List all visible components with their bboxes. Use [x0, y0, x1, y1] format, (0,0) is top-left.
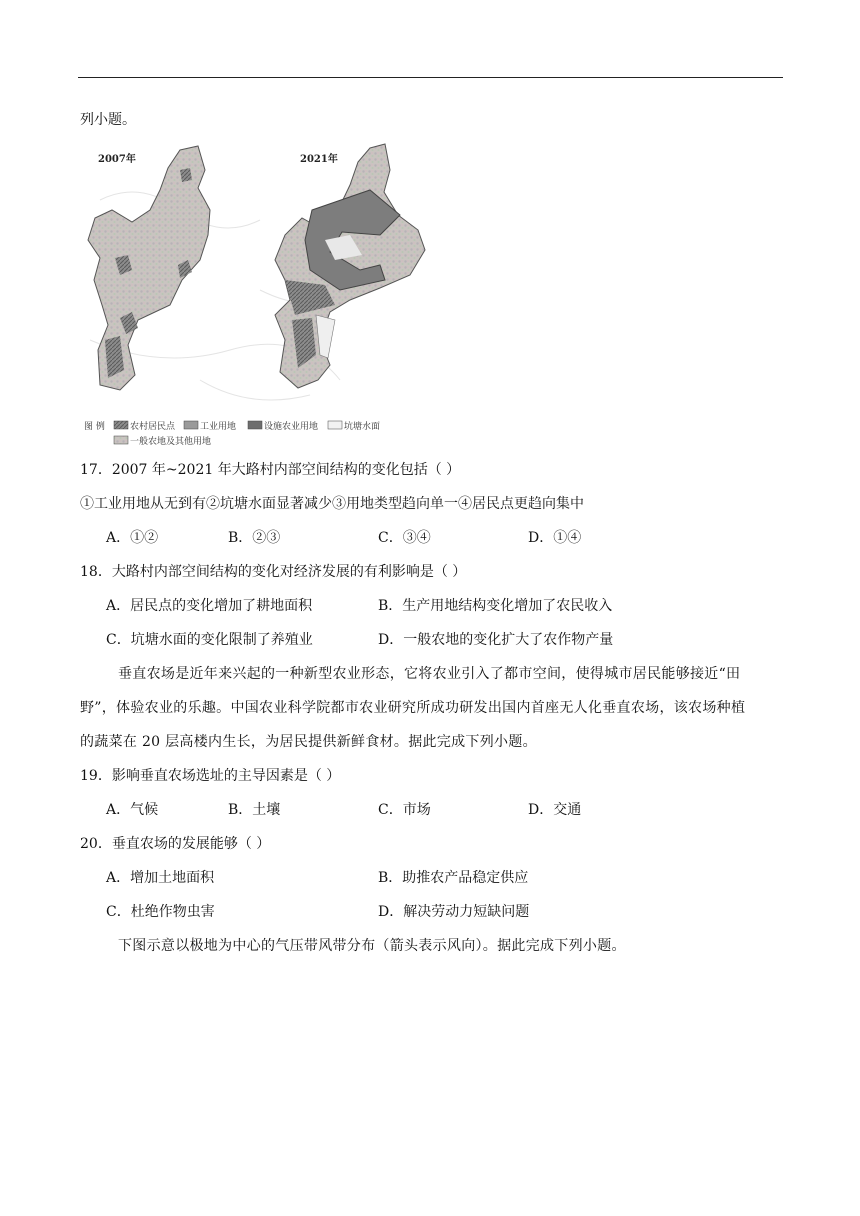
legend-swatch-industrial — [184, 421, 198, 429]
legend-swatch-residential — [114, 421, 128, 429]
header-rule — [78, 77, 783, 78]
q19-option-b: B．土壤 — [228, 802, 281, 818]
q19-stem: 19．影响垂直农场选址的主导因素是（ ） — [80, 768, 341, 784]
q18-option-b: B．生产用地结构变化增加了农民收入 — [378, 598, 613, 614]
legend-label-facility: 设施农业用地 — [264, 422, 319, 432]
q20-option-a: A．增加土地面积 — [106, 870, 215, 886]
map-2007 — [88, 146, 210, 390]
map-2021 — [275, 144, 425, 388]
legend-label-farmland: 一般农地及其他用地 — [130, 437, 212, 447]
legend-label-pond: 坑塘水面 — [344, 422, 381, 432]
q17-option-b: B．②③ — [228, 530, 281, 546]
q17-option-c: C．③④ — [378, 530, 431, 546]
passage-vertical-farm-line2: 野”，体验农业的乐趣。中国农业科学院都市农业研究所成功研发出国内首座无人化垂直农场，该农场种植 — [80, 700, 746, 716]
q20-option-d: D．解决劳动力短缺问题 — [378, 904, 530, 920]
year-label-2021: 2021年 — [300, 154, 338, 165]
passage-pressure-belts: 下图示意以极地为中心的气压带风带分布（箭头表示风向）。据此完成下列小题。 — [118, 938, 626, 954]
q18-option-c: C．坑塘水面的变化限制了养殖业 — [106, 632, 313, 648]
passage-vertical-farm-line1: 垂直农场是近年来兴起的一种新型农业形态，它将农业引入了都市空间，使得城市居民能够接近“田 — [118, 666, 741, 682]
q17-stem: 17．2007 年~2021 年大路村内部空间结构的变化包括（ ） — [80, 462, 461, 478]
q20-option-c: C．杜绝作物虫害 — [106, 904, 215, 920]
year-label-2007: 2007年 — [98, 154, 136, 165]
q17-option-a: A．①② — [106, 530, 159, 546]
legend-label-industrial: 工业用地 — [200, 422, 237, 432]
q20-stem: 20．垂直农场的发展能够（ ） — [80, 836, 271, 852]
q20-option-b: B．助推农产品稳定供应 — [378, 870, 529, 886]
legend-swatch-facility — [248, 421, 262, 429]
q19-option-c: C．市场 — [378, 802, 431, 818]
legend-title: 图 例 — [84, 422, 105, 432]
intro-tail: 列小题。 — [80, 112, 136, 128]
legend-swatch-farmland — [114, 436, 128, 444]
q17-items: ①工业用地从无到有②坑塘水面显著减少③用地类型趋向单一④居民点更趋向集中 — [80, 496, 584, 512]
legend-label-residential: 农村居民点 — [130, 422, 176, 432]
q18-option-d: D．一般农地的变化扩大了农作物产量 — [378, 632, 614, 648]
q19-option-d: D．交通 — [528, 802, 582, 818]
q17-option-d: D．①④ — [528, 530, 582, 546]
passage-vertical-farm-line3: 的蔬菜在 20 层高楼内生长，为居民提供新鲜食材。据此完成下列小题。 — [80, 734, 537, 750]
land-use-map-figure — [80, 140, 435, 448]
q18-stem: 18．大路村内部空间结构的变化对经济发展的有利影响是（ ） — [80, 564, 467, 580]
q19-option-a: A．气候 — [106, 802, 159, 818]
q18-option-a: A．居民点的变化增加了耕地面积 — [106, 598, 313, 614]
map-legend — [84, 420, 380, 447]
legend-swatch-pond — [328, 421, 342, 429]
